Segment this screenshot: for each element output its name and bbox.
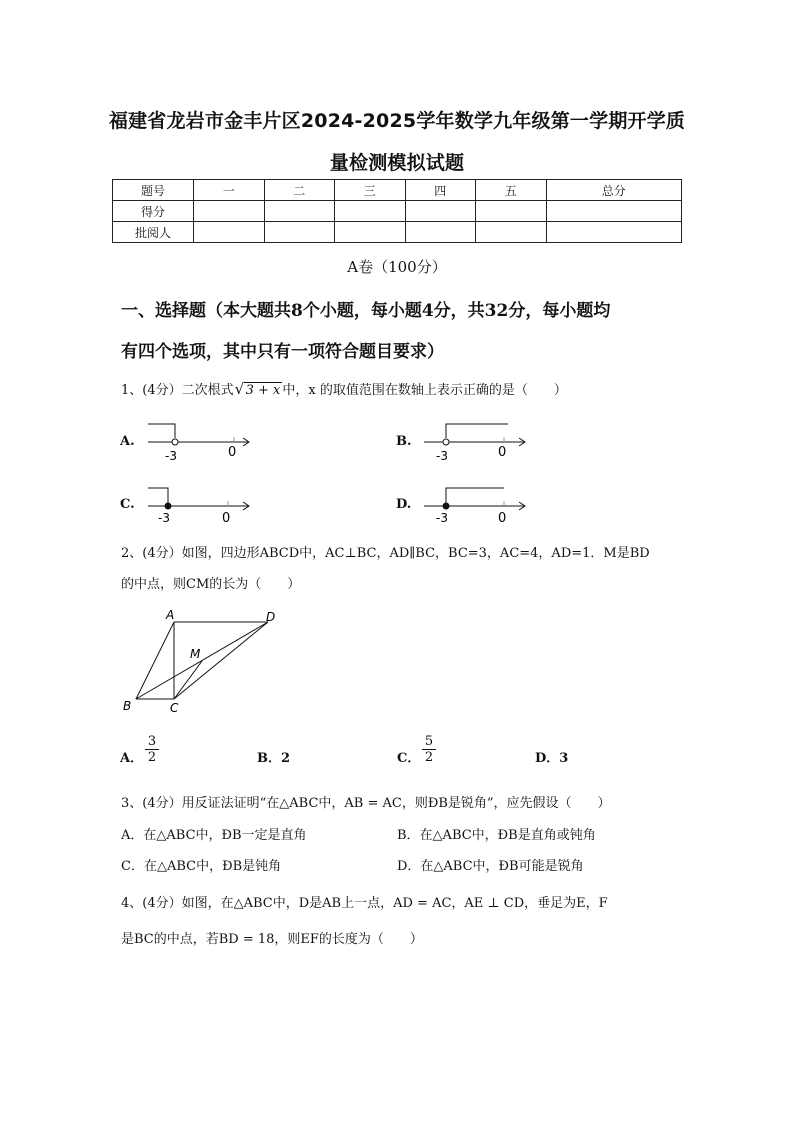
reviewer-cell[interactable]: [335, 222, 406, 243]
reviewer-cell[interactable]: [476, 222, 547, 243]
score-row: [113, 201, 682, 222]
score-header-cell: 四: [405, 180, 476, 201]
q2-option-c-label[interactable]: C．: [397, 751, 421, 766]
score-header-cell: 二: [264, 180, 335, 201]
page-title-line2: 量检测模拟试题: [329, 152, 465, 174]
q1-number-line-d: [418, 482, 538, 528]
q1-radicand: 3 + x: [245, 383, 281, 398]
score-row-label: 批阅人: [113, 222, 194, 243]
point-label-C: C: [170, 701, 179, 715]
score-table-header-row: [113, 180, 682, 201]
q2-quadrilateral-figure: [118, 606, 288, 716]
fraction-numerator: 5: [424, 734, 434, 749]
score-cell[interactable]: [405, 201, 476, 222]
fraction-denominator: 2: [145, 749, 159, 765]
q3-option-c[interactable]: C．在△ABC中，ÐB是钝角: [121, 859, 282, 874]
q1-option-b-label[interactable]: B.: [396, 434, 412, 449]
q1-number-line-c: [140, 482, 260, 528]
q1-suffix: 中，x 的取值范围在数轴上表示正确的是（ ）: [282, 383, 567, 398]
section1-heading-line1: 一、选择题（本大题共8个小题，每小题4分，共32分，每小题均: [121, 301, 611, 321]
range-bracket: [148, 424, 175, 438]
reviewer-cell[interactable]: [194, 222, 265, 243]
q4-stem-line2: 是BC的中点，若BD = 18，则EF的长度为（ ）: [121, 932, 423, 947]
q2-option-a-fraction: [145, 734, 159, 765]
q1-stem: [121, 379, 567, 398]
q3-stem: 3、(4分）用反证法证明“在△ABC中，AB = AC，则ÐB是锐角”，应先假设（ ）: [121, 796, 611, 811]
q1-number-line-a: [140, 418, 260, 466]
score-cell[interactable]: [194, 201, 265, 222]
score-header-cell: 一: [194, 180, 265, 201]
tick-label-neg3: -3: [436, 511, 448, 525]
q1-number-line-b: [418, 418, 538, 466]
open-point: [172, 439, 178, 445]
score-cell[interactable]: [546, 201, 682, 222]
score-header-cell: 总分: [546, 180, 682, 201]
reviewer-row: [113, 222, 682, 243]
score-cell[interactable]: [476, 201, 547, 222]
sqrt-icon: √: [234, 380, 245, 398]
score-header-cell: 三: [335, 180, 406, 201]
q3-option-d[interactable]: D．在△ABC中，ÐB可能是锐角: [397, 859, 584, 874]
tick-label-neg3: -3: [436, 449, 448, 463]
tick-label-neg3: -3: [165, 449, 177, 463]
fraction-denominator: 2: [422, 749, 436, 765]
page-title-line1: 福建省龙岩市金丰片区2024-2025学年数学九年级第一学期开学质: [108, 110, 686, 132]
tick-label-neg3: -3: [158, 511, 170, 525]
range-bracket: [148, 488, 168, 503]
point-label-D: D: [266, 610, 276, 624]
q1-option-c-label[interactable]: C.: [120, 497, 135, 512]
q2-option-d[interactable]: D．3: [535, 751, 569, 766]
tick-label-zero: 0: [222, 511, 231, 526]
score-table: [112, 179, 682, 243]
q4-stem-line1: 4、(4分）如图，在△ABC中，D是AB上一点，AD = AC，AE ⊥ CD，垂足为E，F: [121, 896, 608, 911]
reviewer-cell[interactable]: [264, 222, 335, 243]
q2-stem-line1: 2、(4分）如图，四边形ABCD中，AC⊥BC，AD∥BC，BC=3，AC=4，AD=1．M是BD: [121, 546, 650, 561]
score-cell[interactable]: [335, 201, 406, 222]
fraction-numerator: 3: [147, 734, 157, 749]
q3-option-a[interactable]: A．在△ABC中，ÐB一定是直角: [121, 828, 307, 843]
segment-BD: [136, 622, 268, 699]
segment-CD: [174, 622, 268, 699]
score-header-cell: 题号: [113, 180, 194, 201]
closed-point: [443, 503, 449, 509]
range-bracket: [446, 488, 504, 503]
point-label-A: A: [166, 608, 175, 622]
paper-a-heading: A卷（100分）: [347, 258, 447, 276]
score-header-cell: 五: [476, 180, 547, 201]
score-row-label: 得分: [113, 201, 194, 222]
q2-option-c-fraction: [422, 734, 436, 765]
q1-prefix: 1、(4分）二次根式: [121, 383, 234, 398]
score-cell[interactable]: [264, 201, 335, 222]
section1-heading-line2: 有四个选项，其中只有一项符合题目要求）: [121, 342, 444, 362]
reviewer-cell[interactable]: [546, 222, 682, 243]
closed-point: [165, 503, 171, 509]
reviewer-cell[interactable]: [405, 222, 476, 243]
tick-label-zero: 0: [228, 445, 237, 460]
tick-label-zero: 0: [498, 445, 507, 460]
point-label-B: B: [123, 699, 132, 713]
q3-option-b[interactable]: B．在△ABC中，ÐB是直角或钝角: [397, 828, 596, 843]
q2-option-a-label[interactable]: A．: [120, 751, 144, 766]
point-label-M: M: [190, 647, 201, 661]
q1-option-d-label[interactable]: D.: [396, 497, 412, 512]
open-point: [443, 439, 449, 445]
q1-option-a-label[interactable]: A.: [120, 434, 135, 449]
q1-radical: [234, 380, 283, 398]
q2-option-b[interactable]: B．2: [257, 751, 291, 766]
q2-stem-line2: 的中点，则CM的长为（ ）: [121, 577, 301, 592]
tick-label-zero: 0: [498, 511, 507, 526]
range-bracket: [446, 424, 508, 438]
